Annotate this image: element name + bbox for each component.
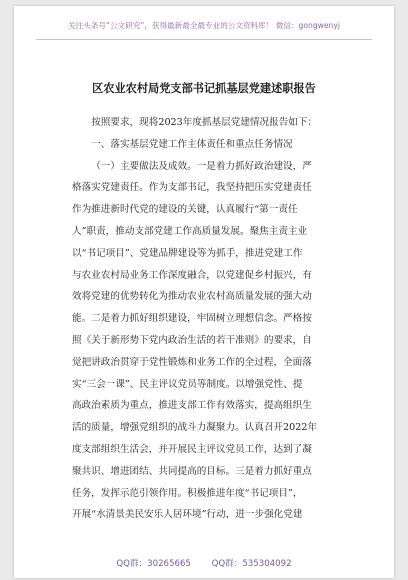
body-line: 觉把讲政治贯穿于党性锻炼和业务工作的全过程，全面落 <box>72 356 312 368</box>
body-line: 聚共识、增进团结、共同提高的目标。三是着力抓好重点 <box>72 465 312 477</box>
body-line: 度支部组织生活会，并开展民主评议党员工作，达到了凝 <box>72 443 312 455</box>
body-line: 与农业农村局业务工作深度融合，以党建促乡村振兴，有 <box>72 269 312 281</box>
footer-qq-group-2: QQ群：535304092 <box>211 559 292 569</box>
body-line: 任务，发挥示范引领作用。积极推进年度“书记项目”， <box>72 487 303 499</box>
body-line: 以“书记项目”、党建品牌建设等为抓手，推进党建工作 <box>72 247 303 259</box>
document-body <box>72 112 340 526</box>
body-line: 人”职责，推动支部党建工作高质量发展。聚焦主责主业 <box>72 225 308 237</box>
header-banner: 关注头条号“公文研究”，获得最新最全最专业的公文资料库！ 微信：gongwenyj <box>68 21 340 30</box>
body-line: 效将党建的优势转化为推动农业农村高质量发展的强大动 <box>72 291 312 303</box>
body-line: 活的质量，增强党组织的战斗力凝聚力。认真召开2022年 <box>72 422 318 434</box>
document-page <box>14 6 394 578</box>
body-line: （一）主要做法及成效。一是着力抓好政治建设，严 <box>91 160 312 172</box>
body-line: 作为推进新时代党的建设的关键，认真履行“第一责任 <box>72 204 298 216</box>
body-line: 实“三会一课”、民主评议党员等制度。以增强党性、提 <box>72 378 303 390</box>
header-divider <box>36 39 372 40</box>
body-line: 格落实党建责任。作为支部书记，我坚持把压实党建责任 <box>72 182 312 194</box>
body-line: 按照要求，现将2023年度抓基层党建情况报告如下： <box>91 117 318 128</box>
body-line: 照《关于新形势下党内政治生活的若干准则》的要求，自 <box>72 334 312 346</box>
body-line: 一、落实基层党建工作主体责任和重点任务情况 <box>91 138 293 150</box>
body-line: 高政治素质为重点，推进支部工作有效落实，提高组织生 <box>72 400 312 412</box>
body-line: 开展“水清景美民安乐人居环境”行动，进一步强化党建 <box>72 509 303 521</box>
document-title: 区农业农村局党支部书记抓基层党建述职报告 <box>92 81 316 95</box>
footer-qq-group-1: QQ群：30265665 <box>116 559 191 569</box>
body-line: 能。二是着力抓好组织建设，牢固树立理想信念。严格按 <box>72 313 312 325</box>
footer-contact-bar <box>14 557 394 577</box>
